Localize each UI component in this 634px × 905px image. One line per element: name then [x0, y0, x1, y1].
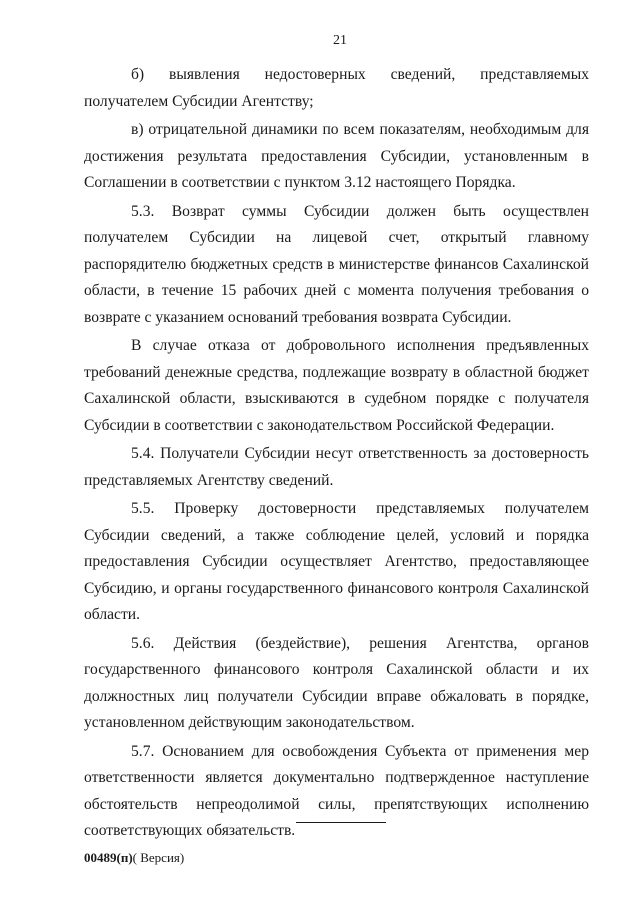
paragraph-5-3-subsidy-return: 5.3. Возврат суммы Субсидии должен быть осуществлен получателем Субсидии на лицевой счет, открытый главному распорядителю бюджетных средств в министерстве финансов Сахалинской области, в течение 15 рабочих дней с момента получения требования о возврате с указанием оснований требования возврата Субсидии. [84, 202, 589, 326]
paragraph-refusal-court-recovery: В случае отказа от добровольного исполнения предъявленных требований денежные средства, подлежащие возврату в областной бюджет Сахалинской области, взыскиваются в судебном порядке с получателя Субсидии в соответствии с законодательством Российской Федерации. [84, 337, 589, 434]
paragraph-b-unreliable-info: б) выявления недостоверных сведений, представляемых получателем Субсидии Агентству; [84, 66, 589, 110]
footer-document-code [84, 850, 184, 866]
footer-code-number: 00489(п) [84, 850, 133, 865]
paragraph-v-negative-dynamics: в) отрицательной динамики по всем показателям, необходимым для достижения результата предоставления Субсидии, установленным в Соглашении в соответствии с пунктом 3.12 настоящего Порядка. [84, 121, 589, 191]
paragraph-5-5-verification: 5.5. Проверку достоверности представляемых получателем Субсидии сведений, а также соблюдение целей, условий и порядка предоставления Субсидии осуществляет Агентство, предоставляющее Субсидию, и органы государственного финансового контроля Сахалинской области. [84, 500, 589, 623]
paragraph-5-6-appeal: 5.6. Действия (бездействие), решения Агентства, органов государственного финансового контроля Сахалинской области и их должностных лиц получатели Субсидии вправе обжаловать в порядке, установленном действующим законодательством. [84, 634, 589, 731]
page-number: 21 [333, 33, 347, 48]
paragraph-5-4-responsibility: 5.4. Получатели Субсидии несут ответственность за достоверность представляемых Агентству сведений. [84, 445, 589, 489]
footer-divider [296, 822, 386, 823]
footer-version-label: ( Версия) [132, 850, 185, 865]
document-body [84, 62, 589, 847]
paragraph-5-7-force-majeure: 5.7. Основанием для освобождения Субъекта от применения мер ответственности является документально подтвержденное наступление обстоятельств непреодолимой силы, препятствующих исполнению соответствующих обязательств. [84, 742, 589, 839]
